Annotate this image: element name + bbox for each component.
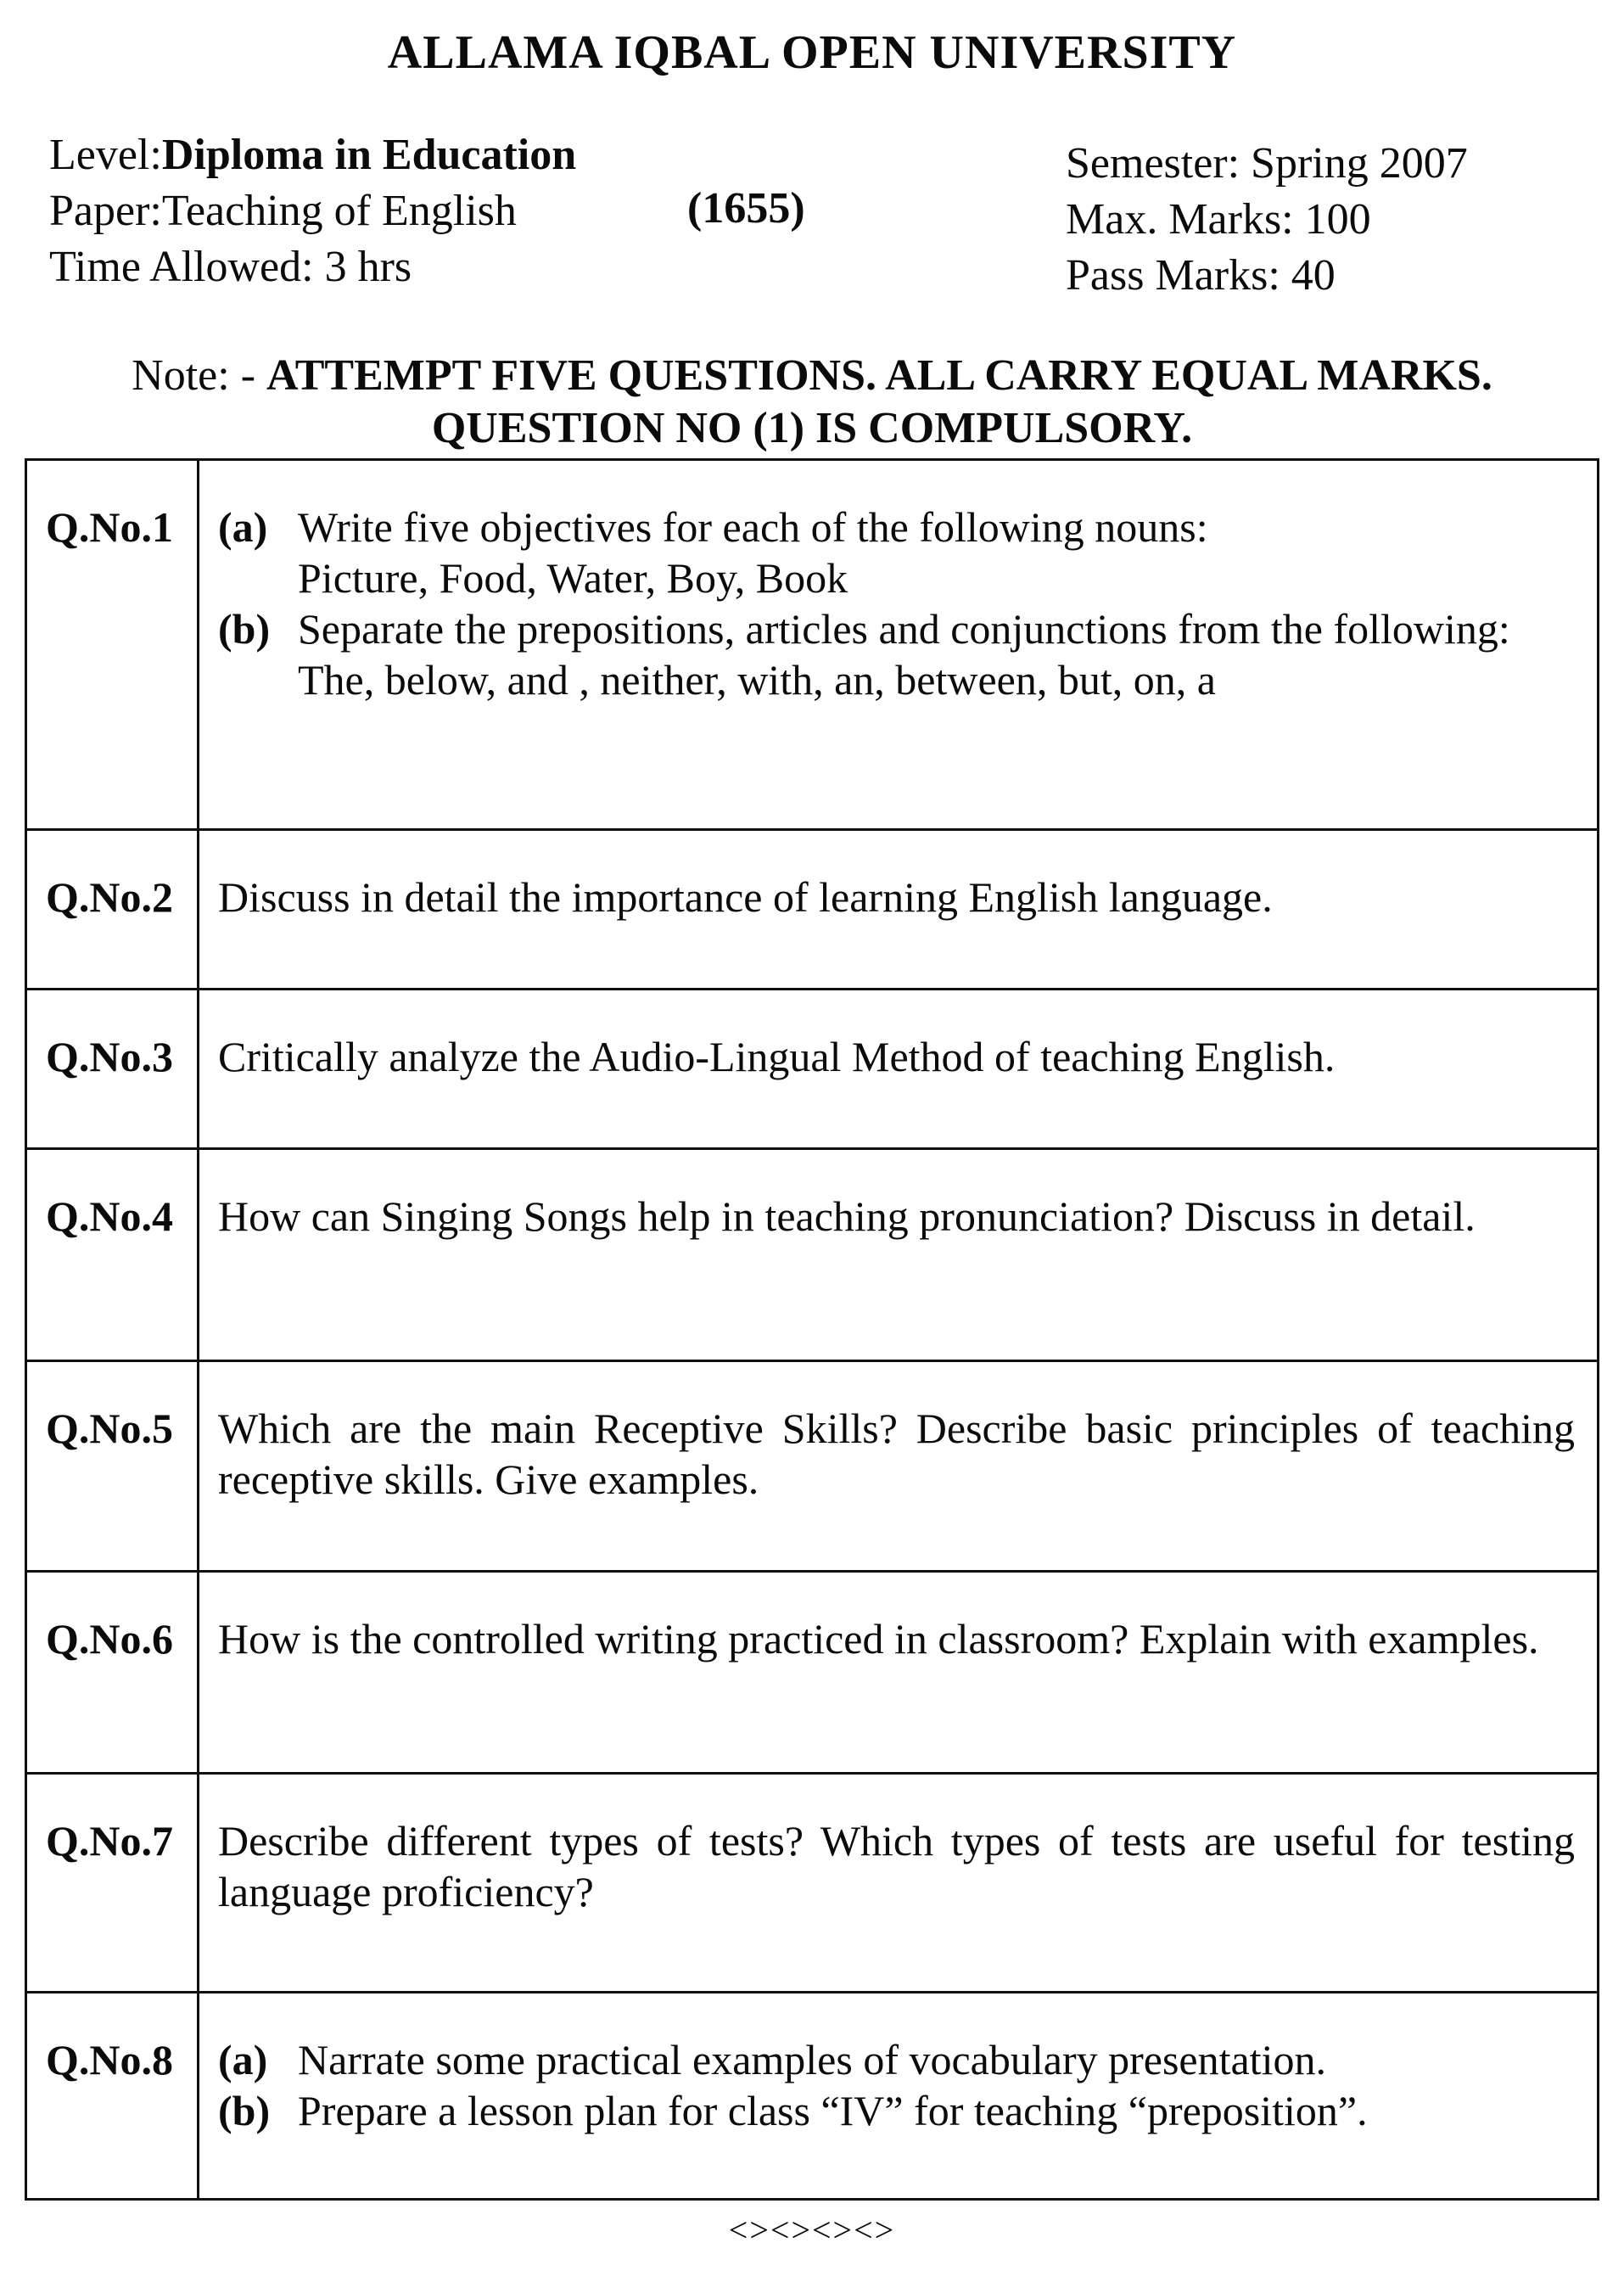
question-text: Describe different types of tests? Which types of tests are useful for testing language proficiency? xyxy=(199,1774,1599,1993)
level-label: Level: xyxy=(49,131,162,179)
note-compulsory: QUESTION NO (1) IS COMPULSORY. xyxy=(431,404,1193,452)
end-of-paper-mark: <><><><> xyxy=(728,2211,896,2249)
part-text: Write five objectives for each of the following nouns: xyxy=(298,503,1208,551)
question-text xyxy=(199,1993,1599,2200)
part-text: Prepare a lesson plan for class “IV” for teaching “preposition”. xyxy=(298,2087,1368,2134)
question-row xyxy=(26,1572,1599,1774)
question-text: How is the controlled writing practiced in classroom? Explain with examples. xyxy=(199,1572,1599,1774)
semester: Semester: Spring 2007 xyxy=(1066,139,1468,188)
paper-meta-left xyxy=(49,127,576,295)
note-prefix: Note: - xyxy=(132,351,267,400)
question-number: Q.No.6 xyxy=(26,1572,199,1774)
question-row xyxy=(26,1361,1599,1572)
level-value: Diploma in Education xyxy=(161,131,577,179)
question-part xyxy=(218,603,1575,705)
question-text xyxy=(199,460,1599,830)
question-number: Q.No.8 xyxy=(26,1993,199,2200)
part-label: (a) xyxy=(218,2036,268,2083)
part-label: (a) xyxy=(218,503,268,551)
question-part xyxy=(218,2034,1575,2085)
questions-table xyxy=(25,458,1599,2201)
question-row xyxy=(26,1149,1599,1361)
part-text: Narrate some practical examples of vocabulary presentation. xyxy=(298,2036,1326,2083)
instructions-note xyxy=(0,350,1624,455)
question-row xyxy=(26,1774,1599,1993)
part-label: (b) xyxy=(218,605,271,653)
note-line-2 xyxy=(0,402,1624,455)
paper-row xyxy=(49,183,576,239)
note-line-1 xyxy=(0,350,1624,402)
pass-marks: Pass Marks: 40 xyxy=(1066,251,1336,300)
question-number: Q.No.2 xyxy=(26,830,199,990)
level-row xyxy=(49,127,576,183)
note-instruction: ATTEMPT FIVE QUESTIONS. ALL CARRY EQUAL MARKS. xyxy=(266,351,1492,400)
paper-meta-right xyxy=(1066,136,1468,304)
question-part xyxy=(218,502,1575,603)
paper-label: Paper: xyxy=(49,187,162,235)
question-text: Discuss in detail the importance of learning English language. xyxy=(199,830,1599,990)
question-row xyxy=(26,830,1599,990)
question-row xyxy=(26,460,1599,830)
paper-code: (1655) xyxy=(687,184,805,233)
question-text: Critically analyze the Audio-Lingual Method of teaching English. xyxy=(199,990,1599,1149)
part-text: The, below, and , neither, with, an, between, but, on, a xyxy=(298,656,1216,704)
question-part xyxy=(218,2085,1575,2136)
question-number: Q.No.5 xyxy=(26,1361,199,1572)
part-text: Separate the prepositions, articles and conjunctions from the following: xyxy=(298,605,1510,653)
part-label: (b) xyxy=(218,2087,271,2134)
paper-value: Teaching of English xyxy=(161,187,517,235)
question-number: Q.No.4 xyxy=(26,1149,199,1361)
question-text: Which are the main Receptive Skills? Describe basic principles of teaching receptive skills. Give examples. xyxy=(199,1361,1599,1572)
max-marks: Max. Marks: 100 xyxy=(1066,195,1371,244)
question-row xyxy=(26,1993,1599,2200)
question-number: Q.No.7 xyxy=(26,1774,199,1993)
question-number: Q.No.3 xyxy=(26,990,199,1149)
time-allowed: Time Allowed: 3 hrs xyxy=(49,243,412,291)
question-number: Q.No.1 xyxy=(26,460,199,830)
university-title: ALLAMA IQBAL OPEN UNIVERSITY xyxy=(387,26,1237,79)
question-row xyxy=(26,990,1599,1149)
part-text: Picture, Food, Water, Boy, Book xyxy=(298,554,848,602)
question-text: How can Singing Songs help in teaching pronunciation? Discuss in detail. xyxy=(199,1149,1599,1361)
